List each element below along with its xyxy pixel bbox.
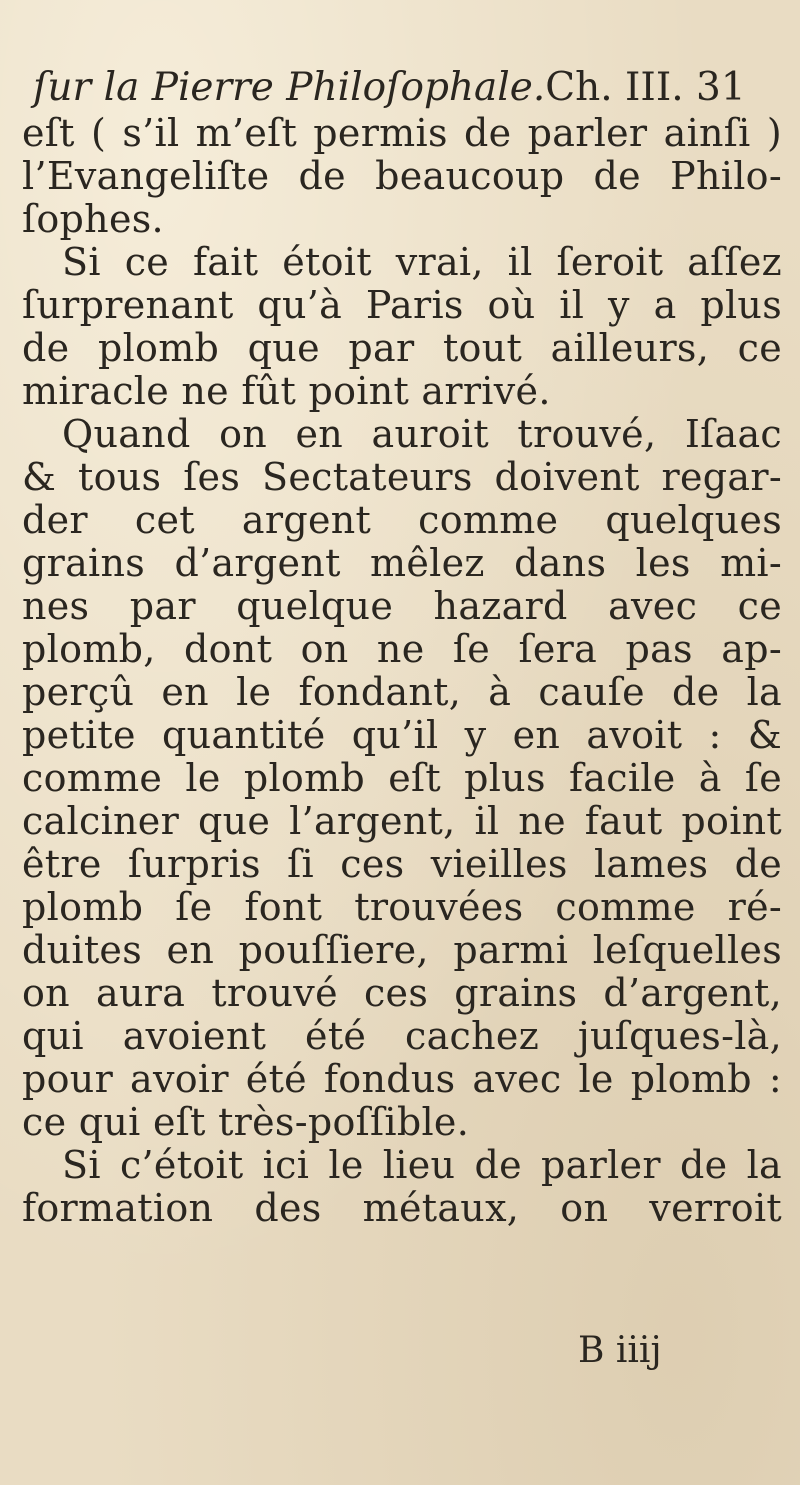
text-line-3: ſophes.: [22, 197, 164, 241]
text-line-23: pour avoir été fondus avec le plomb :: [22, 1057, 782, 1101]
text-line-26: formation des métaux, on verroit: [22, 1186, 782, 1230]
text-line-2: l’Evangeliſte de beaucoup de Philo-: [22, 154, 782, 198]
text-line-19: plomb ſe font trouvées comme ré-: [22, 885, 782, 929]
text-line-4: Si ce fait étoit vrai, il ſeroit aſſez: [62, 240, 782, 284]
chapter-label: Ch. III.: [545, 65, 684, 110]
signature-mark: B iiij: [578, 1330, 662, 1371]
text-line-5: ſurprenant qu’à Paris où il y a plus: [22, 283, 782, 327]
page-number: 31: [696, 65, 746, 110]
text-line-18: être ſurpris ſi ces vieilles lames de: [22, 842, 782, 886]
text-line-13: plomb, dont on ne ſe ſera pas ap-: [22, 627, 782, 671]
text-line-11: grains d’argent mêlez dans les mi-: [22, 541, 782, 585]
running-title: ſur la Pierre Philoſophale.: [33, 65, 546, 110]
text-line-20: duites en pouſſiere, parmi leſquelles: [22, 928, 782, 972]
text-line-17: calciner que l’argent, il ne faut point: [22, 799, 782, 843]
running-head: [33, 64, 793, 112]
text-line-6: de plomb que par tout ailleurs, ce: [22, 326, 782, 370]
text-line-22: qui avoient été cachez juſques-là,: [22, 1014, 782, 1058]
text-line-16: comme le plomb eſt plus facile à ſe: [22, 756, 782, 800]
text-line-10: der cet argent comme quelques: [22, 498, 782, 542]
text-line-1: eſt ( s’il m’eſt permis de parler ainſi ): [22, 111, 782, 155]
text-line-7: miracle ne fût point arrivé.: [22, 369, 551, 413]
text-line-21: on aura trouvé ces grains d’argent,: [22, 971, 782, 1015]
text-line-8: Quand on en auroit trouvé, Iſaac: [62, 412, 782, 456]
text-line-25: Si c’étoit ici le lieu de parler de la: [62, 1143, 782, 1187]
text-line-9: & tous ſes Sectateurs doivent regar-: [22, 455, 782, 499]
text-line-14: perçû en le fondant, à cauſe de la: [22, 670, 782, 714]
text-line-24: ce qui eſt très-poſſible.: [22, 1100, 470, 1144]
text-line-15: petite quantité qu’il y en avoit : &: [22, 713, 782, 757]
text-line-12: nes par quelque hazard avec ce: [22, 584, 782, 628]
body-text: [22, 112, 782, 1230]
